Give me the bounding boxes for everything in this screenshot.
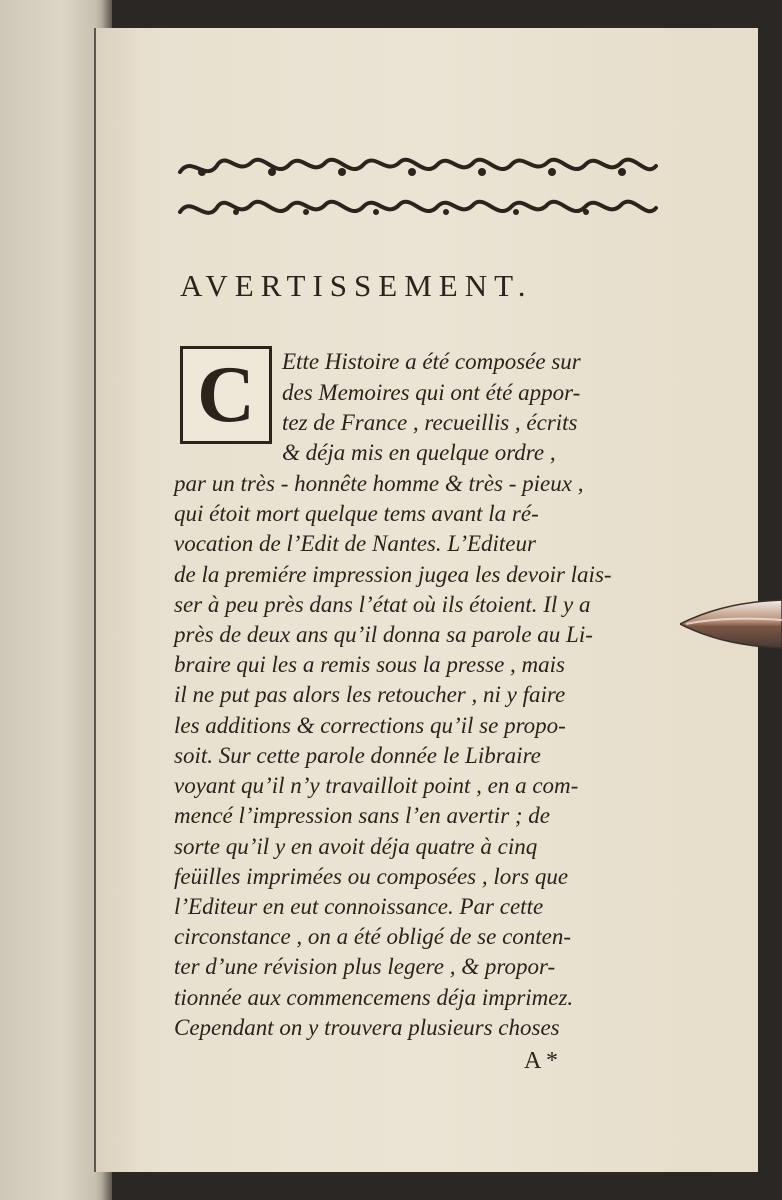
text-line-6: qui étoit mort quelque tems avant la ré-	[174, 501, 539, 526]
text-line-9: ser à peu près dans l’état où ils étoient. Il y a	[174, 592, 591, 617]
text-line-10: près de deux ans qu’il donna sa parole au Li-	[174, 622, 593, 647]
text-line-13: les additions & corrections qu’il se propo-	[174, 713, 566, 738]
text-line-14: soit. Sur cette parole donnée le Libraire	[174, 743, 541, 768]
text-line-19: l’Editeur en eut connoissance. Par cette	[174, 894, 544, 919]
text-line-23: Cependant on y trouvera plusieurs choses	[174, 1015, 560, 1040]
text-line-2: des Memoires qui ont été appor-	[282, 380, 581, 405]
text-line-4: & déja mis en quelque ordre ,	[282, 440, 556, 465]
text-line-22: tionnée aux commencemens déja imprimez.	[174, 985, 574, 1010]
text-line-8: de la premiére impression jugea les devoir lais-	[174, 562, 612, 587]
text-line-5: par un très - honnête homme & très - pieux ,	[174, 471, 584, 496]
page-title: AVERTISSEMENT.	[180, 268, 533, 303]
decorated-initial	[180, 346, 272, 444]
initial-letter: C	[197, 351, 255, 439]
text-line-17: sorte qu’il y en avoit déja quatre à cinq	[174, 834, 538, 859]
text-line-16: mencé l’impression sans l’en avertir ; de	[174, 803, 551, 828]
text-line-1: Ette Histoire a été composée sur	[282, 349, 581, 374]
text-line-7: vocation de l’Edit de Nantes. L’Editeur	[174, 531, 536, 556]
text-line-21: ter d’une révision plus legere , & propor-	[174, 954, 556, 979]
text-line-3: tez de France , recueillis , écrits	[282, 410, 578, 435]
text-line-15: voyant qu’il n’y travailloit point , en a com-	[174, 773, 579, 798]
decorative-headpiece	[172, 150, 662, 234]
text-line-18: feüilles imprimées ou composées , lors que	[174, 864, 569, 889]
signature-mark: A *	[524, 1048, 559, 1074]
text-line-20: circonstance , on a été obligé de se conten-	[174, 924, 572, 949]
text-line-12: il ne put pas alors les retoucher , ni y faire	[174, 682, 566, 707]
text-line-11: braire qui les a remis sous la presse , mais	[174, 652, 565, 677]
metal-pointer-icon	[680, 596, 782, 654]
